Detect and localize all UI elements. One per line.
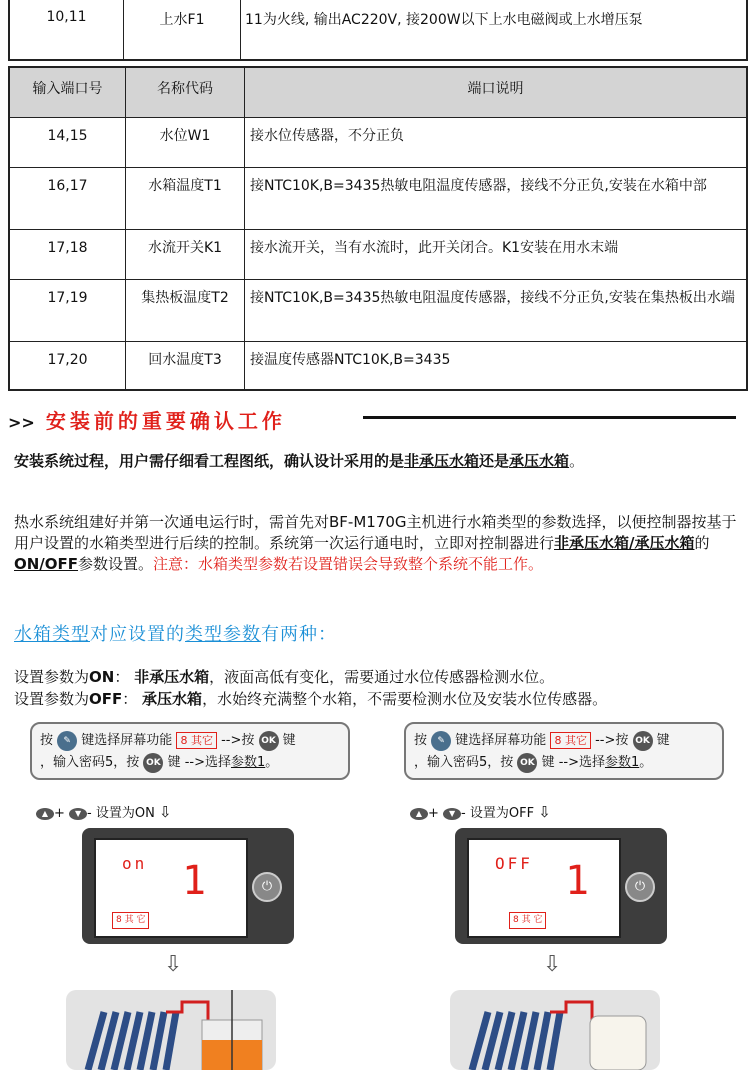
text: 键 -->选择 <box>167 755 231 770</box>
text: 还是 <box>479 452 510 470</box>
instruction-panel-left <box>30 722 350 780</box>
display-value: 1 <box>182 858 207 904</box>
text: - <box>461 806 466 821</box>
name-cell: 水位W1 <box>126 118 245 168</box>
text: ，水始终充满整个水箱，不需要检测水位及安装水位传感器。 <box>202 690 608 708</box>
text: 。 <box>639 755 653 770</box>
arrow-down-icon: ⇩ <box>159 803 172 821</box>
text: 对应设置的 <box>90 624 185 645</box>
instruction-panel-right <box>404 722 724 780</box>
table-row <box>9 230 747 280</box>
text: 。 <box>265 755 279 770</box>
name-cell: 回水温度T3 <box>126 342 245 390</box>
display-value: 1 <box>565 858 590 904</box>
text: -->按 <box>595 733 629 748</box>
set-on-label: 设置为ON <box>95 806 155 821</box>
text: 承压水箱 <box>142 690 203 708</box>
controller-device-left <box>82 828 294 944</box>
text: 参数设置。 <box>78 555 154 573</box>
text: ，输入密码5，按 <box>414 755 514 770</box>
up-key-icon: ▲ <box>36 808 54 820</box>
tank-type-term: 非承压水箱/承压水箱 <box>554 534 695 552</box>
section-rule <box>363 416 736 419</box>
controller-screen <box>467 838 621 938</box>
on-off-term: ON/OFF <box>14 555 79 573</box>
display-tag: 8 其 它 <box>509 912 546 929</box>
solar-tank-illustration-right <box>450 990 660 1070</box>
arrow-down-icon: ⇩ <box>538 803 551 821</box>
set-off-row <box>410 802 551 821</box>
text: 键 <box>656 733 670 748</box>
text: 热水系统组建好并第一次通电运行时，需首先对BF-M170G主机进行水箱类型的参数选择，以便控制器按基于用户设置的水箱类型进行后续的控制。系统第一次运行通电时，立即对控制器进行 <box>14 513 737 552</box>
off-setting-line <box>14 689 740 710</box>
arrow-down-icon: ⇩ <box>543 952 562 977</box>
text: 键选择屏幕功能 <box>455 733 547 748</box>
header-desc: 端口说明 <box>245 67 748 118</box>
text: 非承压水箱 <box>134 668 210 686</box>
text: + <box>428 806 439 821</box>
first-run-paragraph <box>14 512 740 575</box>
down-key-icon: ▼ <box>69 808 87 820</box>
port-cell: 16,17 <box>9 168 126 230</box>
text: OFF <box>89 690 123 708</box>
text: -->按 <box>221 733 255 748</box>
text: 的 <box>694 534 710 552</box>
text: 水箱类型 <box>14 624 90 645</box>
text: 。 <box>569 452 585 470</box>
solar-collector-icon <box>66 990 276 1070</box>
table-row <box>9 342 747 390</box>
desc-cell: 接NTC10K,B=3435热敏电阻温度传感器，接线不分正负,安装在集热板出水端 <box>245 280 748 342</box>
section-heading <box>8 405 738 433</box>
header-name: 名称代码 <box>126 67 245 118</box>
down-key-icon: ▼ <box>443 808 461 820</box>
function-tag: 8 其它 <box>550 732 591 749</box>
desc-cell: 11为火线, 输出AC220V, 接200W以下上水电磁阀或上水增压泵 <box>241 0 748 60</box>
name-cell: 水流开关K1 <box>126 230 245 280</box>
text: + <box>54 806 65 821</box>
text: 键选择屏幕功能 <box>81 733 173 748</box>
port-cell: 17,18 <box>9 230 126 280</box>
name-cell: 集热板温度T2 <box>126 280 245 342</box>
name-cell: 水箱温度T1 <box>126 168 245 230</box>
pen-key-icon: ✎ <box>57 731 77 751</box>
function-tag: 8 其它 <box>176 732 217 749</box>
text: 设置参数为 <box>14 690 90 708</box>
desc-cell: 接水流开关，当有水流时，此开关闭合。K1安装在用水末端 <box>245 230 748 280</box>
port-cell: 14,15 <box>9 118 126 168</box>
warning-text: 注意：水箱类型参数若设置错误会导致整个系统不能工作。 <box>153 555 544 573</box>
non-pressure-tank-term: 非承压水箱 <box>404 452 480 470</box>
power-button[interactable]: ⏻ <box>625 872 655 902</box>
text: ： <box>114 668 135 686</box>
text: ON <box>89 668 115 686</box>
name-cell: 上水F1 <box>124 0 241 60</box>
text: ，输入密码5，按 <box>40 755 140 770</box>
pressure-tank-term: 承压水箱 <box>509 452 570 470</box>
desc-cell: 接水位传感器，不分正负 <box>245 118 748 168</box>
solar-collector-icon <box>450 990 660 1070</box>
port-cell: 10,11 <box>9 0 124 60</box>
text: 参数1 <box>604 755 640 770</box>
ok-key-icon: OK <box>517 753 537 773</box>
desc-cell: 接NTC10K,B=3435热敏电阻温度传感器，接线不分正负,安装在水箱中部 <box>245 168 748 230</box>
arrow-down-icon: ⇩ <box>164 952 183 977</box>
text: 安装系统过程，用户需仔细看工程图纸，确认设计采用的是 <box>14 452 405 470</box>
ok-key-icon: OK <box>259 731 279 751</box>
tank-confirm-paragraph <box>14 451 740 472</box>
section-title: 安装前的重要确认工作 <box>45 409 286 433</box>
text: 参数1 <box>230 755 266 770</box>
output-table-fragment <box>8 0 748 61</box>
text: 有两种： <box>261 624 337 645</box>
tank-type-heading <box>14 624 740 645</box>
display-tag: 8 其 它 <box>112 912 149 929</box>
port-cell: 17,20 <box>9 342 126 390</box>
text: 按 <box>414 733 428 748</box>
ok-key-icon: OK <box>143 753 163 773</box>
input-port-table <box>8 66 748 391</box>
ok-key-icon: OK <box>633 731 653 751</box>
port-cell: 17,19 <box>9 280 126 342</box>
display-mode: on <box>122 854 148 873</box>
header-port: 输入端口号 <box>9 67 126 118</box>
controller-device-right <box>455 828 667 944</box>
table-row <box>9 0 747 60</box>
display-mode: OFF <box>495 854 533 873</box>
on-setting-line <box>14 667 740 688</box>
set-on-row <box>36 802 172 821</box>
text: 设置参数为 <box>14 668 90 686</box>
solar-tank-illustration-left <box>66 990 276 1070</box>
up-key-icon: ▲ <box>410 808 428 820</box>
table-row <box>9 118 747 168</box>
text: ： <box>122 690 143 708</box>
text: 按 <box>40 733 54 748</box>
section-arrow: >> <box>8 413 35 432</box>
text: - <box>87 806 92 821</box>
table-header-row <box>9 67 747 118</box>
desc-cell: 接温度传感器NTC10K,B=3435 <box>245 342 748 390</box>
pen-key-icon: ✎ <box>431 731 451 751</box>
text: 键 <box>282 733 296 748</box>
power-button[interactable]: ⏻ <box>252 872 282 902</box>
text: ，液面高低有变化，需要通过水位传感器检测水位。 <box>209 668 555 686</box>
set-off-label: 设置为OFF <box>469 806 535 821</box>
text: 类型参数 <box>185 624 261 645</box>
table-row <box>9 168 747 230</box>
text: 键 -->选择 <box>541 755 605 770</box>
table-row <box>9 280 747 342</box>
controller-screen <box>94 838 248 938</box>
